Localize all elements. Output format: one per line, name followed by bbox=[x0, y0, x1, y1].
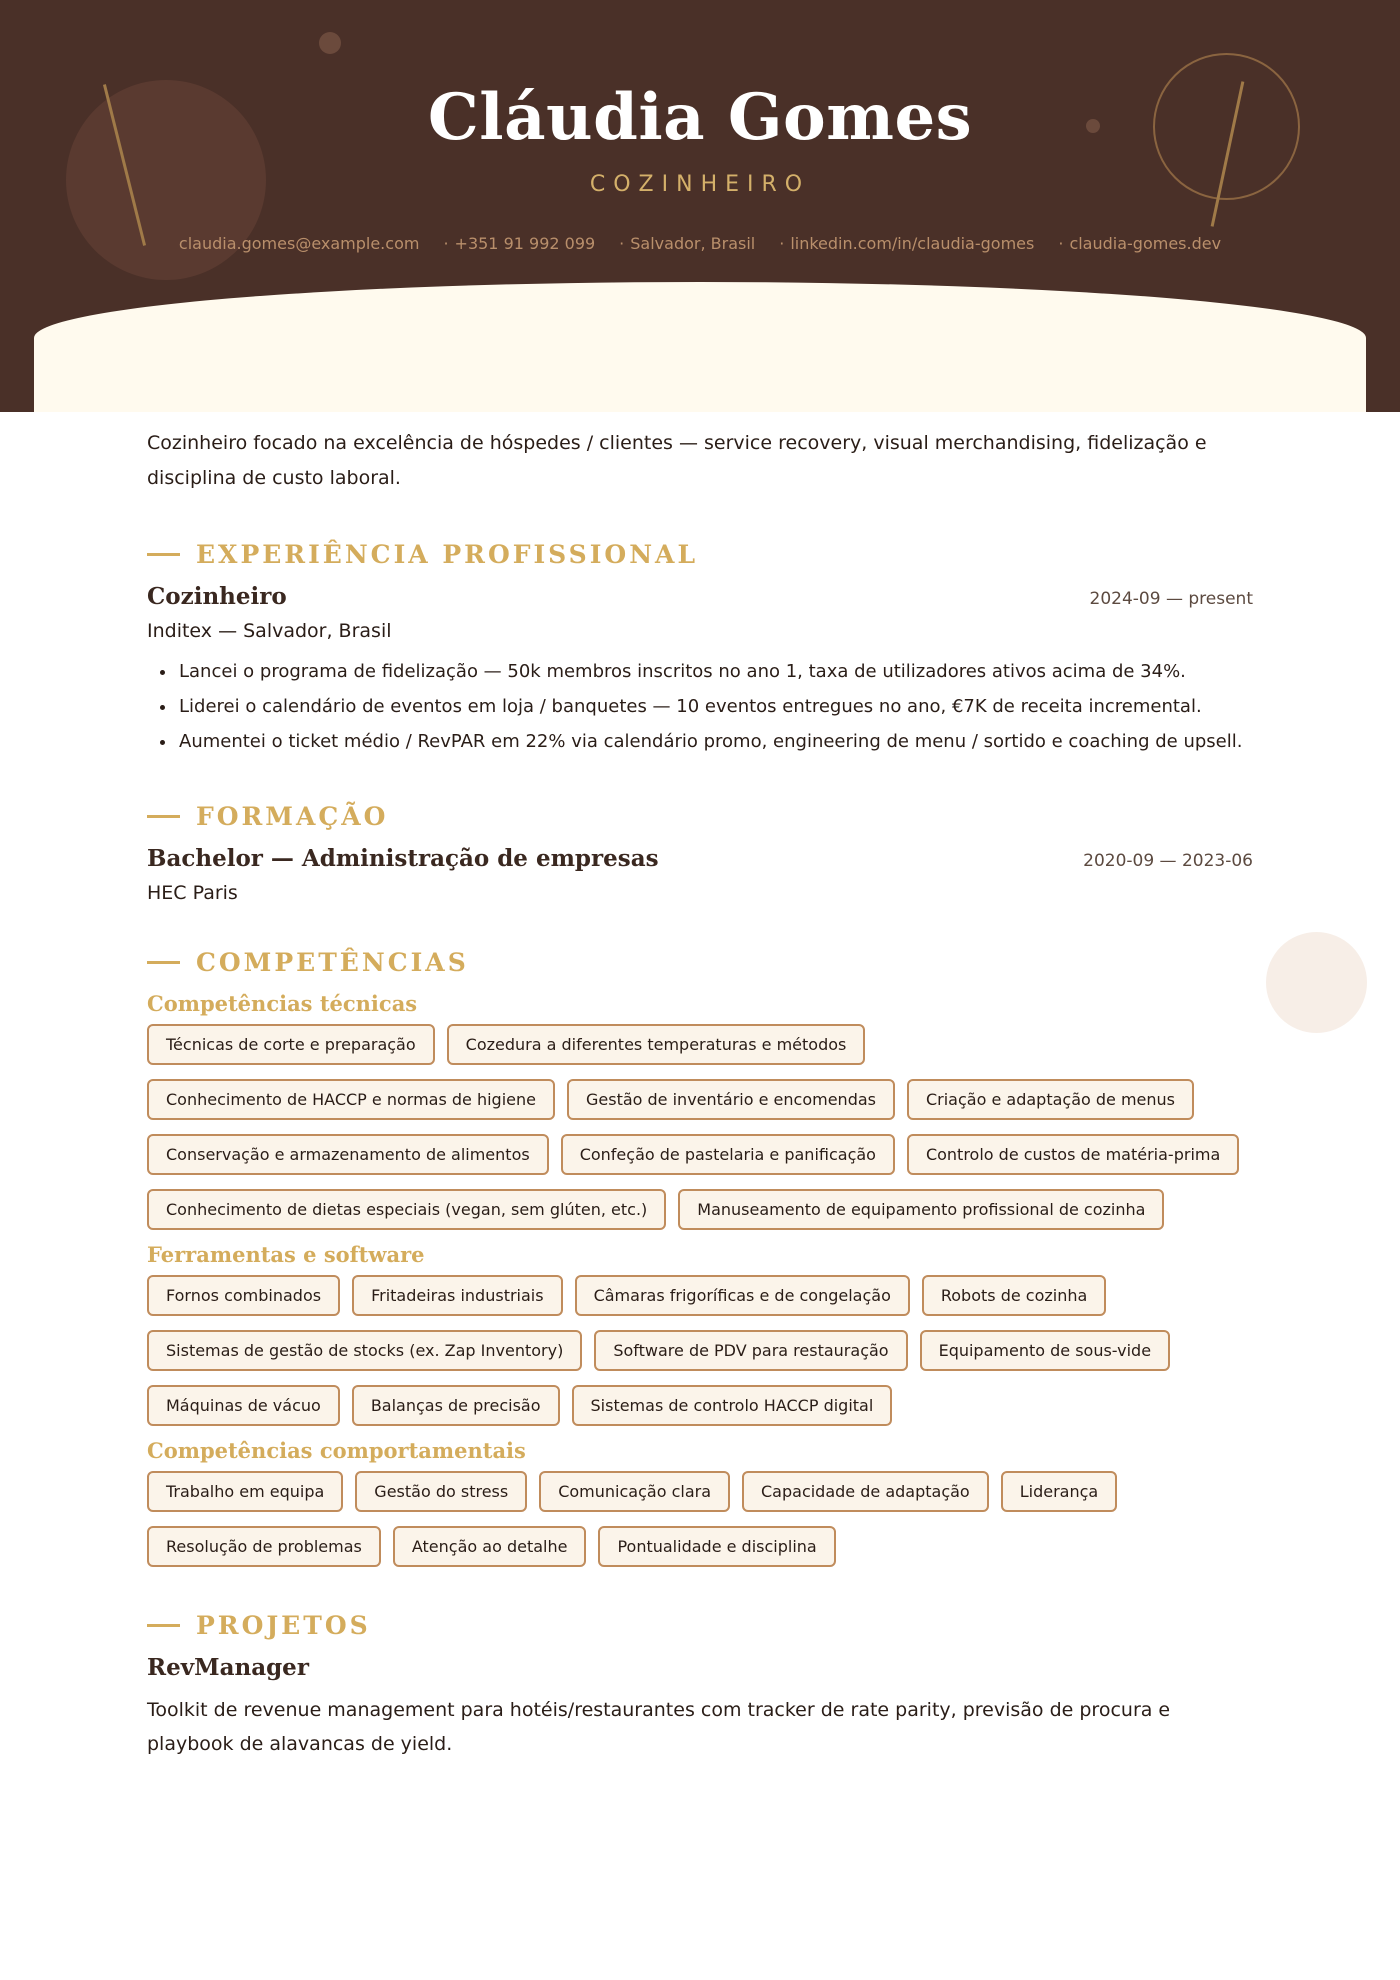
tool-chip: Máquinas de vácuo bbox=[147, 1385, 340, 1426]
project-name: RevManager bbox=[147, 1654, 309, 1681]
soft-skill-chip: Pontualidade e disciplina bbox=[598, 1526, 835, 1567]
tool-chip: Software de PDV para restauração bbox=[594, 1330, 907, 1371]
contact-website[interactable]: · claudia-gomes.dev bbox=[1058, 234, 1222, 253]
resume-body bbox=[147, 412, 1253, 1761]
tools-heading: Ferramentas e software bbox=[147, 1242, 425, 1267]
degree-title: Bachelor — Administração de empresas bbox=[147, 845, 659, 872]
soft-skill-chip: Gestão do stress bbox=[355, 1471, 527, 1512]
soft-skill-chip: Capacidade de adaptação bbox=[742, 1471, 989, 1512]
section-projects-heading: PROJETOS bbox=[147, 1611, 1253, 1640]
skill-chip: Técnicas de corte e preparação bbox=[147, 1024, 435, 1065]
skill-chip: Conhecimento de dietas especiais (vegan, sem glúten, etc.) bbox=[147, 1189, 666, 1230]
skill-chip: Gestão de inventário e encomendas bbox=[567, 1079, 895, 1120]
skill-chip: Controlo de custos de matéria-prima bbox=[907, 1134, 1239, 1175]
heading-bar bbox=[147, 815, 180, 818]
job-dates: 2024-09 — present bbox=[1089, 589, 1253, 609]
section-skills-heading: COMPETÊNCIAS bbox=[147, 948, 1253, 977]
list-item: • Liderei o calendário de eventos em loja / banquetes — 10 eventos entregues no ano, €7K de receita incremental. bbox=[177, 691, 1253, 723]
tool-chip: Robots de cozinha bbox=[922, 1275, 1106, 1316]
skill-chip: Criação e adaptação de menus bbox=[907, 1079, 1194, 1120]
section-experience-heading: EXPERIÊNCIA PROFISSIONAL bbox=[147, 540, 1253, 569]
project-description: Toolkit de revenue management para hotéis/restaurantes com tracker de rate parity, previsão de procura e playbook de alavancas de yield. bbox=[147, 1699, 1171, 1755]
contact-email[interactable]: claudia.gomes@example.com bbox=[178, 234, 420, 253]
decorative-dot bbox=[319, 32, 341, 54]
list-item: • Lancei o programa de fidelização — 50k membros inscritos no ano 1, taxa de utilizadores ativos acima de 34%. bbox=[177, 656, 1253, 688]
tool-chip: Fornos combinados bbox=[147, 1275, 340, 1316]
degree-dates: 2020-09 — 2023-06 bbox=[1083, 851, 1253, 871]
heading-bar bbox=[147, 553, 180, 556]
education-entry bbox=[147, 845, 1253, 872]
technical-skills-heading: Competências técnicas bbox=[147, 991, 418, 1016]
job-company: Inditex — Salvador, Brasil bbox=[147, 620, 392, 642]
decorative-circle bbox=[1266, 932, 1367, 1033]
school-name: HEC Paris bbox=[147, 882, 238, 904]
soft-skill-chip: Liderança bbox=[1001, 1471, 1117, 1512]
technical-skills-list bbox=[147, 1024, 1253, 1230]
skill-chip: Conhecimento de HACCP e normas de higiene bbox=[147, 1079, 555, 1120]
job-bullets bbox=[147, 656, 1253, 758]
job-title: Cozinheiro bbox=[147, 583, 287, 610]
skill-chip: Conservação e armazenamento de alimentos bbox=[147, 1134, 549, 1175]
heading-bar bbox=[147, 1624, 180, 1627]
contact-list bbox=[0, 234, 1400, 253]
soft-skills-list bbox=[147, 1471, 1253, 1567]
tool-chip: Sistemas de gestão de stocks (ex. Zap Inventory) bbox=[147, 1330, 582, 1371]
soft-skill-chip: Atenção ao detalhe bbox=[393, 1526, 587, 1567]
tool-chip: Fritadeiras industriais bbox=[352, 1275, 563, 1316]
skill-chip: Cozedura a diferentes temperaturas e métodos bbox=[447, 1024, 866, 1065]
skill-chip: Manuseamento de equipamento profissional de cozinha bbox=[678, 1189, 1164, 1230]
contact-location: · Salvador, Brasil bbox=[619, 234, 756, 253]
tool-chip: Câmaras frigoríficas e de congelação bbox=[575, 1275, 910, 1316]
candidate-role: COZINHEIRO bbox=[589, 172, 811, 197]
contact-linkedin[interactable]: · linkedin.com/in/claudia-gomes bbox=[779, 234, 1035, 253]
section-education-heading: FORMAÇÃO bbox=[147, 802, 1253, 831]
summary-text: Cozinheiro focado na excelência de hóspedes / clientes — service recovery, visual merchandising, fidelização e disciplina de custo laboral. bbox=[147, 432, 1207, 489]
tool-chip: Balanças de precisão bbox=[352, 1385, 560, 1426]
experience-entry bbox=[147, 583, 1253, 610]
skill-chip: Confeção de pastelaria e panificação bbox=[561, 1134, 895, 1175]
soft-skill-chip: Resolução de problemas bbox=[147, 1526, 381, 1567]
soft-skills-heading: Competências comportamentais bbox=[147, 1438, 526, 1463]
list-item: • Aumentei o ticket médio / RevPAR em 22% via calendário promo, engineering de menu / sortido e coaching de upsell. bbox=[177, 726, 1253, 758]
soft-skill-chip: Comunicação clara bbox=[539, 1471, 730, 1512]
soft-skill-chip: Trabalho em equipa bbox=[147, 1471, 343, 1512]
resume-header bbox=[0, 0, 1400, 412]
contact-phone[interactable]: · +351 91 992 099 bbox=[443, 234, 596, 253]
tool-chip: Sistemas de controlo HACCP digital bbox=[572, 1385, 893, 1426]
candidate-name: Cláudia Gomes bbox=[427, 80, 973, 155]
tools-list bbox=[147, 1275, 1253, 1426]
header-curve-base bbox=[34, 340, 1366, 412]
heading-bar bbox=[147, 961, 180, 964]
tool-chip: Equipamento de sous-vide bbox=[920, 1330, 1170, 1371]
